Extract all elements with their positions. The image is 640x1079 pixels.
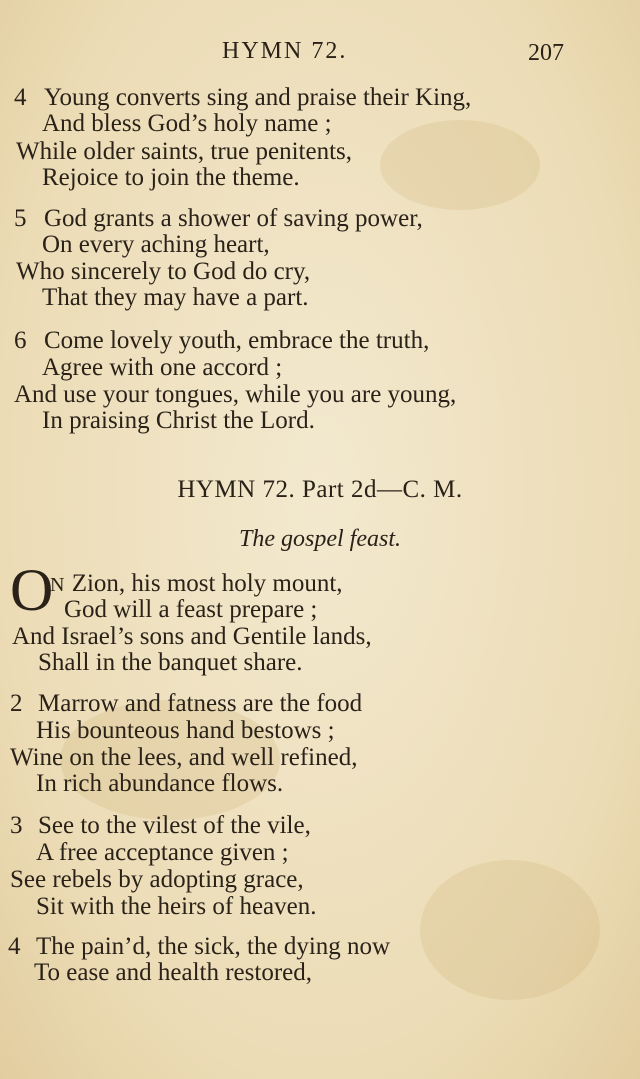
verse-line: While older saints, true penitents, (16, 138, 353, 165)
verse-line: Marrow and fatness are the food (38, 690, 363, 717)
verse-line: Sit with the heirs of heaven. (36, 893, 317, 920)
verse-line: The pain’d, the sick, the dying now (36, 933, 391, 960)
verse-line: Agree with one accord ; (42, 354, 283, 381)
paper-stain (420, 860, 600, 1000)
verse-number: 3 (10, 812, 23, 839)
verse-number: 4 (8, 933, 21, 960)
running-title: HYMN 72. (222, 38, 348, 64)
verse-line (50, 570, 343, 599)
verse-line: And Israel’s sons and Gentile lands, (12, 623, 372, 650)
verse-line: Come lovely youth, embrace the truth, (44, 327, 430, 354)
verse-line: And bless God’s holy name ; (42, 110, 332, 137)
verse-line: Wine on the lees, and well refined, (10, 744, 358, 771)
verse-line: God will a feast prepare ; (64, 596, 318, 623)
verse-number: 2 (10, 690, 23, 717)
verse-line: Young converts sing and praise their King, (44, 84, 472, 111)
line-rest: Zion, his most holy mount, (71, 570, 343, 597)
verse-line: In praising Christ the Lord. (42, 407, 315, 434)
verse-line: A free acceptance given ; (36, 839, 289, 866)
verse-line: That they may have a part. (42, 284, 309, 311)
verse-line: His bounteous hand bestows ; (36, 717, 335, 744)
hymn-heading: HYMN 72. Part 2d—C. M. (177, 476, 463, 503)
hymn-subtitle: The gospel feast. (239, 526, 401, 552)
verse-line: In rich abundance flows. (36, 770, 284, 797)
verse-line: See rebels by adopting grace, (10, 866, 304, 893)
verse-line: Rejoice to join the theme. (42, 164, 300, 191)
verse-number: 4 (14, 84, 27, 111)
verse-line: On every aching heart, (42, 231, 270, 258)
verse-line: Who sincerely to God do cry, (16, 258, 311, 285)
page-number: 207 (528, 40, 564, 66)
page-header (0, 34, 640, 74)
verse-line: Shall in the banquet share. (38, 649, 303, 676)
first-word-smallcap: N (50, 574, 66, 596)
verse-line: God grants a shower of saving power, (44, 205, 423, 232)
verse-line: And use your tongues, while you are young, (14, 381, 457, 408)
verse-number: 6 (14, 327, 27, 354)
drop-cap: O (10, 557, 54, 623)
verse-number: 5 (14, 205, 27, 232)
paper-stain (380, 120, 540, 210)
verse-line: See to the vilest of the vile, (38, 812, 311, 839)
verse-line: To ease and health restored, (34, 959, 312, 986)
